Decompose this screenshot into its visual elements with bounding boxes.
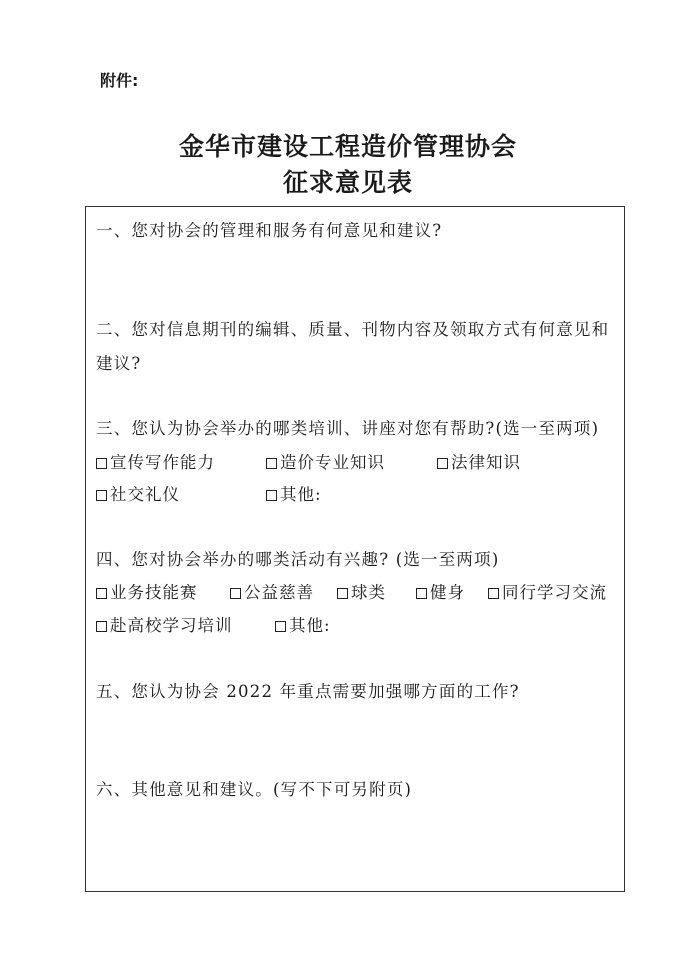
checkbox-icon[interactable] xyxy=(96,621,107,632)
q3-option-cost-knowledge[interactable] xyxy=(266,449,385,473)
question-1: 一、您对协会的管理和服务有何意见和建议? xyxy=(96,221,443,240)
q4-option-peer-exchange[interactable] xyxy=(488,579,607,603)
option-label: 公益慈善 xyxy=(244,583,314,602)
checkbox-icon[interactable] xyxy=(275,621,286,632)
option-label: 社交礼仪 xyxy=(110,485,180,504)
checkbox-icon[interactable] xyxy=(437,458,448,469)
question-5: 五、您认为协会 2022 年重点需要加强哪方面的工作? xyxy=(96,682,520,701)
form-subtitle: 征求意见表 xyxy=(282,168,413,197)
q3-option-other[interactable] xyxy=(266,481,322,505)
checkbox-icon[interactable] xyxy=(337,588,348,599)
question-6: 六、其他意见和建议。(写不下可另附页) xyxy=(96,780,413,799)
option-label: 法律知识 xyxy=(451,453,521,472)
q3-option-etiquette[interactable] xyxy=(96,481,180,505)
attachment-label: 附件: xyxy=(100,71,139,90)
option-label: 其他: xyxy=(289,616,331,635)
q4-option-ball-games[interactable] xyxy=(337,579,386,603)
question-4: 四、您对协会举办的哪类活动有兴趣? (选一至两项) xyxy=(96,550,500,569)
option-label: 宣传写作能力 xyxy=(110,453,215,472)
checkbox-icon[interactable] xyxy=(96,588,107,599)
q4-option-skills-contest[interactable] xyxy=(96,579,198,603)
option-label: 造价专业知识 xyxy=(280,453,385,472)
checkbox-icon[interactable] xyxy=(266,490,277,501)
option-label: 赴高校学习培训 xyxy=(110,616,233,635)
form-title: 金华市建设工程造价管理协会 xyxy=(178,132,517,161)
checkbox-icon[interactable] xyxy=(230,588,241,599)
question-2-line-2: 建议? xyxy=(96,354,142,373)
q3-option-law[interactable] xyxy=(437,449,521,473)
checkbox-icon[interactable] xyxy=(488,588,499,599)
q4-option-other[interactable] xyxy=(275,612,331,636)
option-label: 球类 xyxy=(351,583,386,602)
checkbox-icon[interactable] xyxy=(416,588,427,599)
question-3: 三、您认为协会举办的哪类培训、讲座对您有帮助?(选一至两项) xyxy=(96,419,600,438)
option-label: 健身 xyxy=(430,583,465,602)
q4-option-charity[interactable] xyxy=(230,579,314,603)
question-2-line-1: 二、您对信息期刊的编辑、质量、刊物内容及领取方式有何意见和 xyxy=(96,320,610,339)
option-label: 其他: xyxy=(280,485,322,504)
checkbox-icon[interactable] xyxy=(96,458,107,469)
q4-option-university-training[interactable] xyxy=(96,612,233,636)
checkbox-icon[interactable] xyxy=(266,458,277,469)
q3-option-writing[interactable] xyxy=(96,449,215,473)
option-label: 业务技能赛 xyxy=(110,583,198,602)
q4-option-fitness[interactable] xyxy=(416,579,465,603)
checkbox-icon[interactable] xyxy=(96,490,107,501)
option-label: 同行学习交流 xyxy=(502,583,607,602)
